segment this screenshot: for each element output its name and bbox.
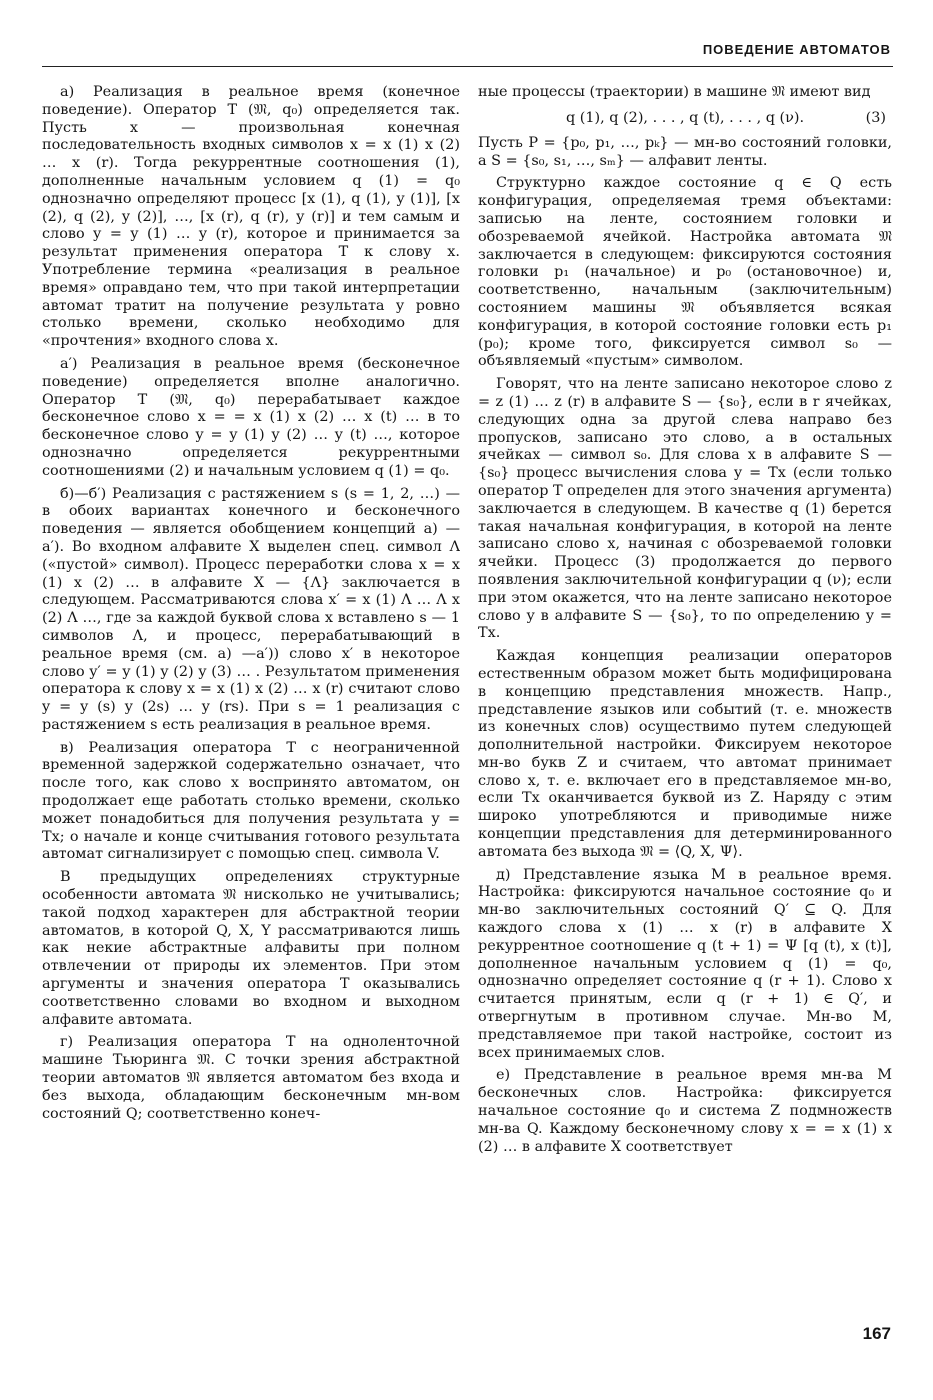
formula-3 xyxy=(478,107,892,129)
paragraph-infinite-words: е) Представление в реальное время мн-ва M бесконечных слов. Настройка: фиксируется начальное состояние q₀ и система Z подмножеств мн-ва Q. Каждому бесконечному слову x = = x (1) x (2) … в алфавите X соответствует xyxy=(478,1067,892,1155)
paragraph-unbounded-delay: в) Реализация оператора T с неограниченной временной задержкой содержательно означает, что после того, как слово x воспринято автоматом, он продолжает еще работать столько времени, сколько может понадобиться для получения результата y = Tx; о начале и конце считывания готового результата автомат сигнализирует с помощью спец. символа V. xyxy=(42,739,460,863)
paragraph-tape-word: Говорят, что на ленте записано некоторое слово z = z (1) … z (r) в алфавите S — {s₀}, если в r ячейках, следующих одна за другой слева направо без пропусков, записано это слово, а в остальных ячейках — символ s₀. Для слова x в алфавите S — {s₀} процесс вычисления слова y = Tx (если только оператор T определен для этого значения аргумента) заключается в следующем. В качестве q (1) берется такая начальная конфигурация, в которой на ленте записано слово x, начиная с обозреваемой головки ячейки. Процесс (3) продолжается до первого появления заключительной конфигурации q (ν); если при этом окажется, что на ленте записано некоторое слово y в алфавите S — {s₀}, то по определению y = Tx. xyxy=(478,376,892,642)
paragraph-turing-machine: г) Реализация оператора T на одноленточной машине Тьюринга 𝔐. С точки зрения абстрактной теории автоматов 𝔐 является автоматом без входа и без выхода, обладающим бесконечным мн-вом состояний Q; соответственно конеч- xyxy=(42,1034,460,1122)
paragraph-language-representation: д) Представление языка M в реальное время. Настройка: фиксируются начальное состояние q₀ и мн-во заключительных состояний Q′ ⊆ Q. Для каждого слова x (1) … x (r) в алфавите X рекуррентное соотношение q (t + 1) = Ψ [q (t), x (t)], дополненное начальным условием q (1) = q₀, однозначно определяет состояние q (r + 1). Слово x считается принятым, если q (r + 1) ∈ Q′, и отвергнутым в противном случае. Мн-во M, представляемое при такой настройке, состоит из всех принимаемых слов. xyxy=(478,866,892,1061)
paragraph-real-time-finite: а) Реализация в реальное время (конечное поведение). Оператор T (𝔐, q₀) определяется так. Пусть x — произвольная конечная последовательность входных символов x = x (1) x (2) … x (r). Тогда рекуррентные соотношения (1), дополненные начальным условием q (1) = q₀ однозначно определяют процесс [x (1), q (1), y (1)], [x (2), q (2), y (2)], …, [x (r), q (r), y (r)] и тем самым и слово y = y (1) … y (r), которое и принимается за результат применения оператора T к слову x. Употребление термина «реализация в реальное время» оправдано тем, что при такой интерпретации автомат тратит на получение результата y ровно столько времени, сколько необходимо для «прочтения» входного слова x. xyxy=(42,84,460,350)
paragraph-trajectories: ные процессы (траектории) в машине 𝔐 имеют вид xyxy=(478,84,871,100)
running-header: ПОВЕДЕНИЕ АВТОМАТОВ xyxy=(702,42,891,57)
paragraph-stretching: б)—б′) Реализация с растяжением s (s = 1, 2, …) — в обоих вариантах конечного и бесконечного поведения — является обобщением концепций а) — а′). Во входном алфавите X выделен спец. символ Λ («пустой» символ). Процесс переработки слова x = x (1) x (2) … в алфавите X — {Λ} заключается в следующем. Рассматриваются слова x′ = x (1) Λ … Λ x (2) Λ …, где за каждой буквой слова x вставлено s — 1 символов Λ, и процесс, перерабатывающий в реальное время (см. а) —а′)) слово x′ в некоторое слово y′ = y (1) y (2) y (3) … . Результатом применения оператора к слову x = x (1) x (2) … x (r) считают слово y = y (s) y (2s) … y (rs). При s = 1 реализация с растяжением s есть реализация в реальное время. xyxy=(42,485,460,733)
page-number: 167 xyxy=(862,1324,891,1343)
paragraph-configuration: Структурно каждое состояние q ∈ Q есть конфигурация, определяемая тремя объектами: записью на ленте, состоянием головки и обозреваемой ячейкой. Настройка автомата 𝔐 заключается в следующем: фиксируются состояния головки p₁ (начальное) и p₀ (остановочное) и, соответственно, начальным (заключительным) состоянием машины 𝔐 объявляется всякая конфигурация, в которой состояние головки есть p₁ (p₀); кроме того, фиксируется символ s₀ — объявляемый «пустым» символом. xyxy=(478,175,892,370)
paragraph-abstract-theory: В предыдущих определениях структурные особенности автомата 𝔐 нисколько не учитывались; такой подход характерен для абстрактной теории автоматов, в которой Q, X, Y рассматриваются лишь как некие абстрактные алфавиты при полном отвлечении от природы их элементов. При этом аргументы и значения оператора T оказывались соответственно словами во входном и выходном алфавите автомата. xyxy=(42,869,460,1028)
right-column xyxy=(478,84,892,1305)
paragraph-real-time-infinite: а′) Реализация в реальное время (бесконечное поведение) определяется вполне аналогично. Оператор T (𝔐, q₀) перерабатывает каждое бесконечное слово x = = x (1) x (2) … x (t) … в то бесконечное слово y = y (1) y (2) … y (t) …, которое однозначно определяется рекуррентными соотношениями (2) и начальным условием q (1) = q₀. xyxy=(42,355,460,479)
paragraph-head-states: Пусть P = {p₀, p₁, …, pₖ} — мн-во состояний головки, а S = {s₀, s₁, …, sₘ} — алфавит ленты. xyxy=(478,134,892,169)
left-column xyxy=(42,84,460,1305)
header-divider xyxy=(42,66,893,67)
formula-number: (3) xyxy=(865,109,886,126)
paragraph-set-representation: Каждая концепция реализации операторов естественным образом может быть модифицирована в концепцию представления множеств. Напр., представление языков или событий (т. е. множеств из конечных слов) осуществимо путем следующей дополнительной настройки. Фиксируем некоторое мн-во букв Z и считаем, что автомат принимает слово x, т. е. включает его в представляемое мн-во, если Tx оканчивается буквой из Z. Наряду с этим широко употребляются и приводимые ниже концепции представления для детерминированного автомата без выхода 𝔐 = ⟨Q, X, Ψ⟩. xyxy=(478,648,892,860)
formula-expression: q (1), q (2), . . . , q (t), . . . , q (ν). xyxy=(565,109,805,126)
